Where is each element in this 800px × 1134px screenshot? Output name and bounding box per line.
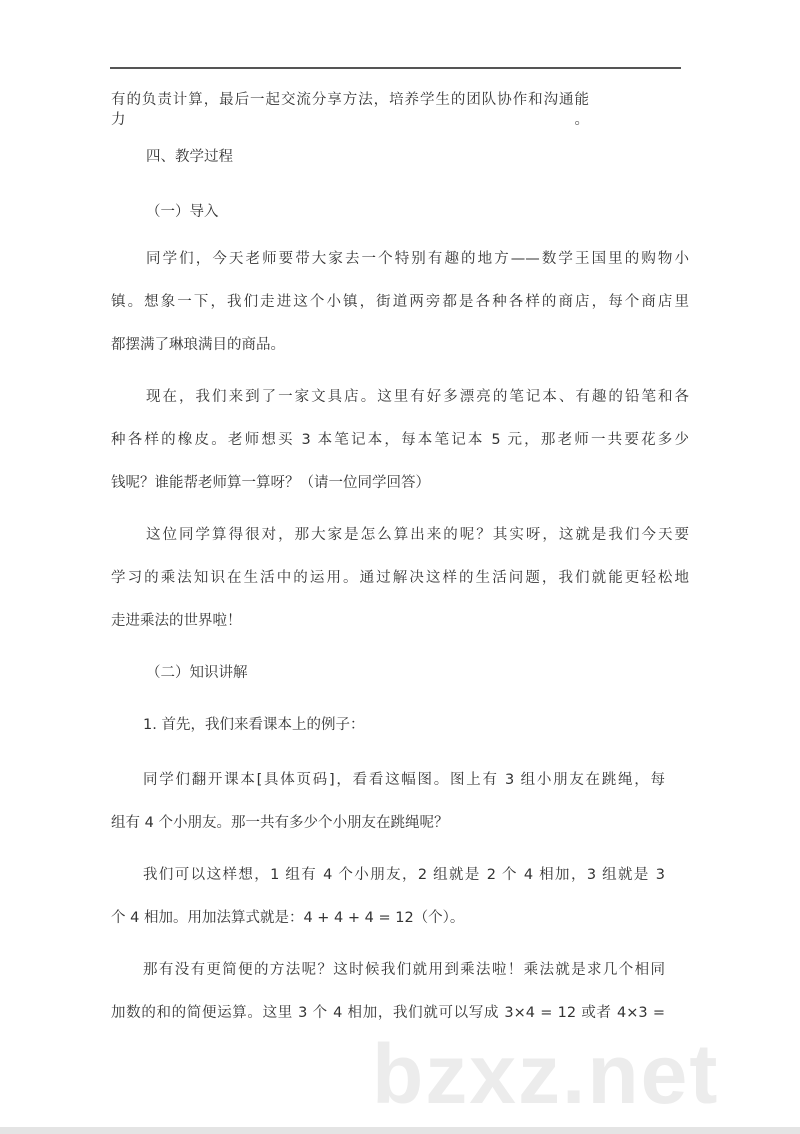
subsection-heading: （二）知识讲解 — [146, 665, 248, 681]
page-bottom-edge — [0, 1127, 800, 1134]
paragraph-line: 走进乘法的世界啦！ — [111, 613, 242, 629]
paragraph-line: 种各样的橡皮。老师想买 3 本笔记本，每本笔记本 5 元，那老师一共要花多少 — [111, 432, 689, 448]
header-rule — [110, 67, 681, 69]
paragraph-line: 同学们翻开课本[具体页码]，看看这幅图。图上有 3 组小朋友在跳绳，每 — [143, 772, 665, 788]
paragraph-line: 这位同学算得很对，那大家是怎么算出来的呢？其实呀，这就是我们今天要 — [146, 527, 689, 543]
paragraph-line: 钱呢？谁能帮老师算一算呀？（请一位同学回答） — [111, 475, 430, 491]
paragraph-line: 学习的乘法知识在生活中的运用。通过解决这样的生活问题，我们就能更轻松地 — [111, 570, 689, 586]
paragraph-line: 我们可以这样想，1 组有 4 个小朋友，2 组就是 2 个 4 相加，3 组就是 3 — [143, 867, 665, 883]
paragraph-line: 有的负责计算，最后一起交流分享方法，培养学生的团队协作和沟通能力。 — [111, 92, 589, 128]
paragraph-line: 现在，我们来到了一家文具店。这里有好多漂亮的笔记本、有趣的铅笔和各 — [146, 389, 689, 405]
watermark: bzxz.net — [372, 1027, 720, 1121]
paragraph-line: 镇。想象一下，我们走进这个小镇，街道两旁都是各种各样的商店，每个商店里 — [111, 294, 689, 310]
paragraph-line: 组有 4 个小朋友。那一共有多少个小朋友在跳绳呢？ — [111, 815, 449, 831]
paragraph-line: 那有没有更简便的方法呢？这时候我们就用到乘法啦！乘法就是求几个相同 — [143, 962, 665, 978]
list-item-heading: 1. 首先，我们来看课本上的例子： — [143, 717, 365, 733]
subsection-heading: （一）导入 — [146, 204, 219, 220]
paragraph-line: 都摆满了琳琅满目的商品。 — [111, 337, 285, 353]
section-heading: 四、教学过程 — [146, 149, 233, 165]
paragraph-line: 加数的和的简便运算。这里 3 个 4 相加，我们就可以写成 3×4 = 12 或者 4×3 = — [111, 1005, 665, 1021]
paragraph-line: 同学们，今天老师要带大家去一个特别有趣的地方——数学王国里的购物小 — [146, 251, 689, 267]
paragraph-line: 个 4 相加。用加法算式就是：4 + 4 + 4 = 12（个）。 — [111, 910, 465, 926]
